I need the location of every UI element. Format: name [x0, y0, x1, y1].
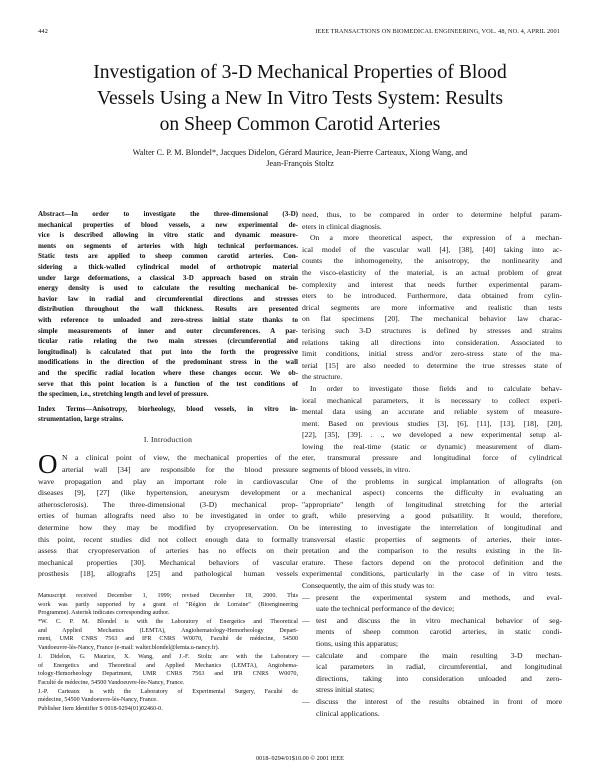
abstract-line: ticular ratio relating the two main stresses (circumferential and — [38, 337, 298, 346]
abstract-line: under large deformations, a classical 3-D approach based on strain — [38, 273, 298, 282]
abstract-line: energy density is used to calculate the resulting mechanical be- — [38, 284, 298, 293]
paragraph — [302, 476, 562, 592]
dropcap-letter: O — [38, 449, 58, 480]
abstract-line: Static tests are applied to sheep common carotid arteries. Con- — [38, 252, 298, 261]
abstract-line: Abstract—In order to investigate the three-dimensional (3-D) — [38, 210, 298, 218]
text-line: relations taking all directions into consideration. Associated to — [302, 337, 562, 347]
abstract-line: havior law in radial and circumferential directions and stresses — [38, 294, 298, 303]
text-line: eters to be introduced. Furthermore, data obtained from cylin- — [302, 291, 562, 301]
footnote-line: Faculté de médecine, 54500 Vandoeuvre-lès-Nancy, France. — [38, 679, 185, 686]
list-line: discuss the interest of the results obtained in front of more — [316, 696, 562, 706]
text-line: transversal elastic properties of segments of arteries, their inter- — [302, 534, 562, 544]
abstract-line: simple measurements of inner and outer circumferences. A par- — [38, 326, 298, 335]
list-dash: — — [302, 615, 310, 625]
abstract — [38, 209, 298, 400]
footnote-line: J. Didelon, G. Maurice, X. Wang, and J.-F. Stoltz are with the Laboratory — [38, 653, 298, 660]
list-item — [302, 615, 562, 650]
intro-line: assess that cryopreservation of arteries has no effects on their — [38, 546, 298, 556]
list-line: uate the technical performance of the device; — [316, 604, 455, 614]
list-item — [302, 650, 562, 696]
text-line: ment. Based on previous studies [3], [6], [11], [13], [18], [20], — [302, 418, 562, 428]
footnote-line: Vandoeuvre-lès-Nancy, France (e-mail: walter.blondel@lemta.u-nancy.fr). — [38, 645, 220, 652]
footnote-line: and Applied Mechanics (LEMTA), Angiohematology-Hemorheology Depart- — [38, 627, 298, 634]
abstract-line: sidering a thick-walled cylindrical model of orthotropic material — [38, 262, 298, 271]
footnote-line: tology-Hemorheology Department, UMR CNRS 7563 and IFR CNRS W0070, — [38, 671, 298, 678]
text-line: mental data using an accurate and reliable system of measure- — [302, 407, 562, 417]
text-line: counts the inhomogeneity, the anisotropy, the nonlinearity and — [302, 256, 562, 266]
copyright-footer: 0018–9294/01$10.00 © 2001 IEEE — [256, 755, 344, 762]
intro-line: arterial wall [34] are responsible for the blood pressure — [62, 465, 298, 475]
list-line: ical parameters in radial, circumferential, and longitudinal — [316, 662, 562, 672]
list-line: ments of sheep common carotid arteries, in static condi- — [316, 627, 562, 637]
footnote-line: *W. C. P. M. Blondel is with the Laboratory of Energetics and Theoretical — [38, 619, 298, 626]
text-line: the visco-elasticity of the material, is an actual problem of great — [302, 267, 562, 277]
abstract-line: serve that this point location is a function of the test conditions of — [38, 379, 298, 388]
title-line: on Sheep Common Carotid Arteries — [159, 114, 441, 135]
footnote-line: Manuscript received December 1, 1999; revised December 18, 2000. This — [38, 593, 298, 599]
abstract-line: the specimen, i.e., stretching length and level of pressure. — [38, 390, 209, 399]
text-line: be interesting to investigate the interrelation of longitudinal and — [302, 523, 562, 533]
footnote-line: ment, UMR CNRS 7563 and IFR CNRS W0070, Faculté de médecine, 54500 — [38, 636, 298, 643]
text-line: ical model of the vascular wall [4], [38], [40] taking into ac- — [302, 244, 562, 254]
right-column — [302, 209, 562, 719]
page-number: 442 — [38, 28, 48, 35]
intro-line: this point, recent studies did not collect enough data to formally — [38, 534, 298, 544]
index-terms-line: strumentation, large strains. — [38, 415, 124, 424]
text-line: terial [15] are also needed to determine the true stresses state of — [302, 360, 562, 370]
intro-line: N a clinical point of view, the mechanical properties of the — [62, 453, 298, 463]
abstract-line: vice is described allowing in vitro static and dynamic measure- — [38, 231, 298, 240]
text-line: Consequently, the aim of this study was to: — [302, 581, 435, 590]
footnote-line: Programme). Asterisk indicates corresponding author. — [38, 610, 170, 617]
list-item — [302, 696, 562, 719]
text-line: One of the problems in surgical implantation of allografts (on — [310, 476, 562, 486]
text-line: erature. These factors depend on the protocol definition and the — [302, 557, 562, 567]
paragraph — [302, 383, 562, 476]
text-line: limit conditions, initial stress and/or zero-stress state of the ma- — [302, 349, 562, 359]
paragraph — [302, 232, 562, 383]
intro-paragraph — [38, 449, 298, 580]
list-line: stress initial states; — [316, 685, 375, 695]
abstract-line: mechanical properties of blood vessels, a new experimental de- — [38, 220, 298, 229]
intro-line: atherosclerosis). The three-dimensional (3-D) mechanical prop- — [38, 499, 298, 509]
text-line: In order to investigate those fields and to calculate behav- — [310, 383, 562, 393]
list-item — [302, 592, 562, 615]
text-line: "appropriate" length of longitudinal stretching for the arterial — [302, 499, 562, 509]
text-line: graft, while preserving a good pulsatility. It would, therefore, — [302, 511, 562, 521]
paragraph — [302, 209, 562, 232]
intro-line: wave propagation and play an important role in cardiovascular — [38, 476, 298, 486]
intro-line: mechanical properties [30]. Mechanical behaviors of vascular — [38, 557, 298, 567]
text-line: a mechanical aspect) concerns the difficulty in evaluating an — [302, 488, 562, 498]
text-line: lowing the real-time (static or dynamic) measurement of diam- — [302, 441, 562, 451]
text-line: eter, transmural pressure and longitudinal force of cylindrical — [302, 453, 562, 463]
list-line: present the experimental system and methods, and eval- — [316, 592, 562, 602]
list-line: clinical applications. — [316, 708, 380, 718]
list-line: test and discuss the in vitro mechanical behavior of seg- — [316, 615, 562, 625]
text-line: drical segments are more informative and realistic than tests — [302, 302, 562, 312]
text-line: on flat specimens [20]. The mechanical behavior law charac- — [302, 314, 562, 324]
title-line: Investigation of 3-D Mechanical Properties of Blood — [93, 62, 507, 83]
section-heading: I. Introduction — [143, 434, 193, 444]
list-dash: — — [302, 592, 310, 602]
text-line: segments of blood vessels, in vitro. — [302, 465, 411, 475]
footnote-line: of Energetics and Theoretical and Applied Mechanics (LEMTA), Angiohema- — [38, 662, 298, 669]
intro-line: prosthesis [18], allografts [25] and pathological human vessels — [38, 569, 298, 579]
paper-title — [30, 60, 570, 138]
text-line: ioral mechanical parameters, it is necessary to collect experi- — [302, 395, 562, 405]
footnote-line: work was partly supported by a grant of "Région de Lorraine" (Bioengineering — [38, 601, 298, 608]
footnote-line: Publisher Item Identifier S 0018-9294(01)02460-0. — [38, 705, 163, 712]
author-list — [60, 147, 540, 169]
abstract-line: with reference to unloaded and zero-stress initial state thanks to — [38, 315, 298, 324]
intro-line: determine how they may be modified by cryopreservation. On — [38, 523, 298, 533]
text-line: need, thus, to be compared in order to determine helpful param- — [302, 210, 562, 219]
aims-list — [302, 592, 562, 720]
footnote-line: médecine, 54500 Vandoeuvre-lès-Nancy, France. — [38, 697, 158, 704]
title-line: Vessels Using a New In Vitro Tests System: Results — [96, 88, 503, 109]
author-line: Jean-François Stoltz — [266, 159, 334, 168]
footnote-line: J.-P. Carteaux is with the Laboratory of Experimental Surgery, Faculté de — [38, 688, 298, 695]
author-line: Walter C. P. M. Blondel*, Jacques Didelon, Gérard Maurice, Jean-Pierre Carteaux, Xiong Wang, and — [132, 148, 468, 157]
running-head: IEEE TRANSACTIONS ON BIOMEDICAL ENGINEERING, VOL. 48, NO. 4, APRIL 2001 — [315, 28, 560, 35]
list-line: directions, taking into consideration unloaded and zero- — [316, 673, 562, 683]
text-line: complexity and interest that needs further experimental param- — [302, 279, 562, 289]
list-line: calculate and compare the main resulting 3-D mechan- — [316, 650, 562, 660]
intro-line: diseases [9], [27] (like hypertension, aneurysm development or — [38, 488, 298, 498]
left-column — [38, 209, 298, 714]
footnotes — [38, 592, 298, 714]
text-line: eters in clinical diagnosis. — [302, 221, 382, 231]
abstract-line: modifications in the direction of the predominant stress in the wall — [38, 358, 298, 367]
abstract-line: and the specific radial location where these changes occur. We ob- — [38, 368, 298, 377]
abstract-line: distribution throughout the wall thickness. Results are presented — [38, 305, 298, 314]
index-terms-line: Index Terms—Anisotropy, biorheology, blood vessels, in vitro in- — [38, 404, 298, 413]
index-terms — [38, 404, 298, 425]
abstract-line: ments on segments of arteries with high technical performances. — [38, 241, 298, 250]
text-line: pretation and the comparison to the results existing in the lit- — [302, 546, 562, 556]
text-line: experimental conditions, particularly in the case of in vitro tests. — [302, 569, 562, 579]
text-line: [22], [35], [39]. . ., we developed a new experimental setup al- — [302, 430, 562, 440]
abstract-line: longitudinal) is calculated that put into the forth the progressive — [38, 347, 298, 356]
text-line: the structure. — [302, 372, 343, 382]
list-dash: — — [302, 696, 310, 706]
intro-line: erties of human allografts need also to be investigated in order to — [38, 511, 298, 521]
list-line: tions, using this apparatus; — [316, 638, 398, 648]
text-line: On a more theoretical aspect, the expression of a mechan- — [310, 233, 562, 243]
list-dash: — — [302, 650, 310, 660]
text-line: terising such 3-D structures is defined by stresses and strains — [302, 325, 562, 335]
